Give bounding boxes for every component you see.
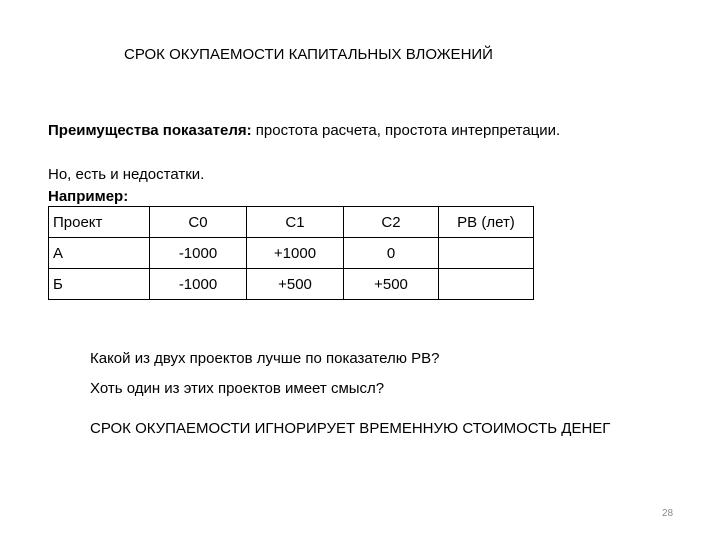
conclusion: СРОК ОКУПАЕМОСТИ ИГНОРИРУЕТ ВРЕМЕННУЮ СТОИМОСТЬ ДЕНЕГ <box>90 420 611 437</box>
table-cell: -1000 <box>150 238 247 269</box>
table-cell: +500 <box>344 269 439 300</box>
table-cell: Б <box>49 269 150 300</box>
advantages-label: Преимущества показателя: <box>48 122 252 139</box>
drawbacks-line: Но, есть и недостатки. <box>48 166 205 183</box>
table-cell <box>439 238 534 269</box>
advantages-line <box>48 122 560 139</box>
advantages-text: простота расчета, простота интерпретации. <box>251 122 561 139</box>
table-header-cell: C2 <box>344 207 439 238</box>
table-cell: -1000 <box>150 269 247 300</box>
slide-title: СРОК ОКУПАЕМОСТИ КАПИТАЛЬНЫХ ВЛОЖЕНИЙ <box>124 46 493 63</box>
table-row <box>49 238 534 269</box>
page-number: 28 <box>662 508 674 519</box>
question-project-sense: Хоть один из этих проектов имеет смысл? <box>90 380 385 397</box>
table-header-cell: C1 <box>247 207 344 238</box>
table-cell: +500 <box>247 269 344 300</box>
table-header-cell: Проект <box>49 207 150 238</box>
table-cell: +1000 <box>247 238 344 269</box>
table-header-row <box>49 207 534 238</box>
table-cell: 0 <box>344 238 439 269</box>
table-row <box>49 269 534 300</box>
table-cell: А <box>49 238 150 269</box>
table-cell <box>439 269 534 300</box>
projects-table <box>48 206 534 300</box>
table-header-cell: C0 <box>150 207 247 238</box>
question-better-project: Какой из двух проектов лучше по показателю PB? <box>90 350 440 367</box>
table-header-cell: PB (лет) <box>439 207 534 238</box>
example-label: Например: <box>48 188 129 205</box>
